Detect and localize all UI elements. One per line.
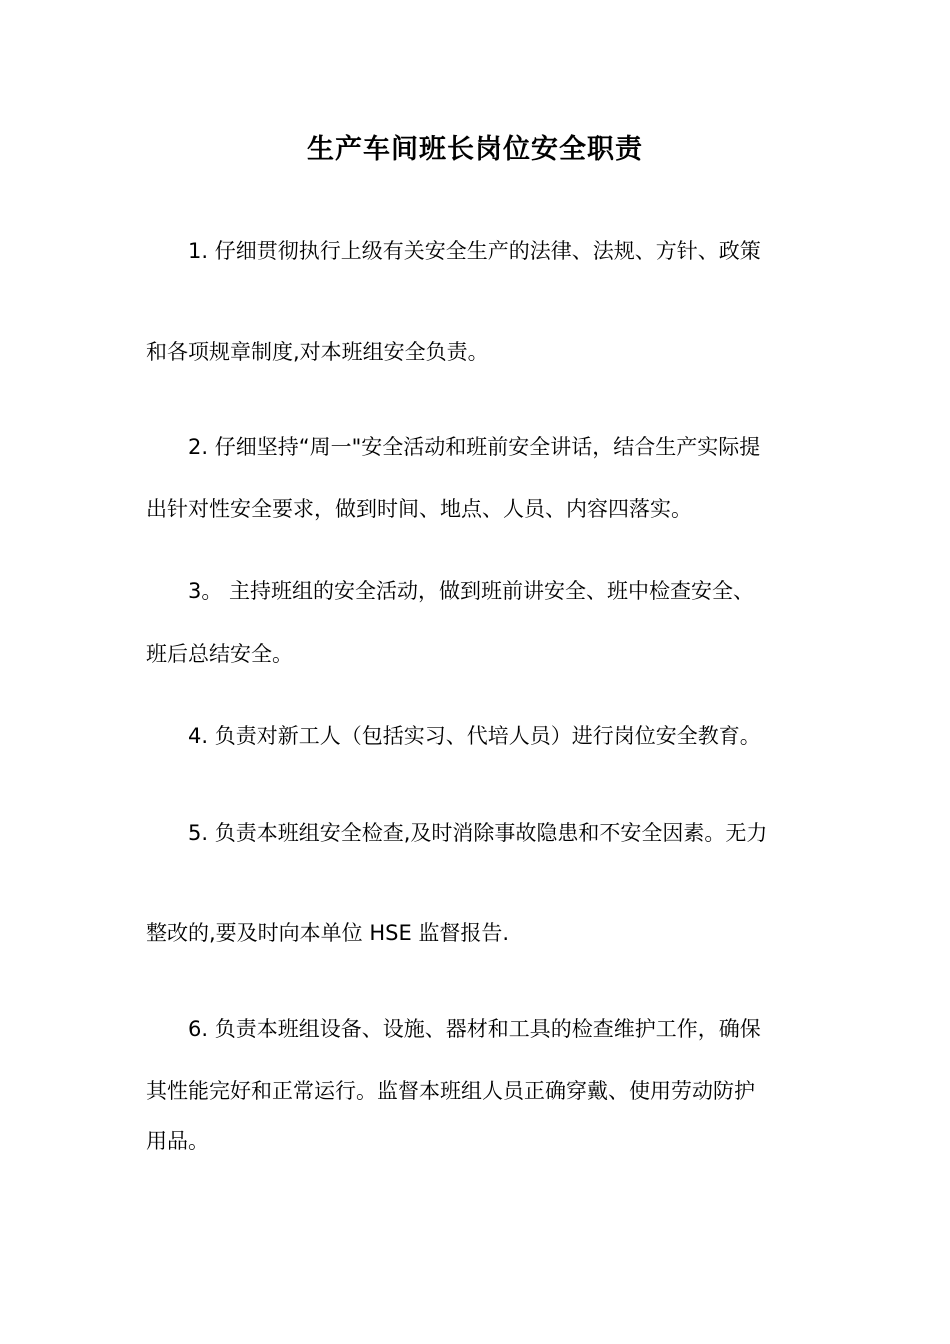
paragraph-6-line-3: 用品。: [146, 1129, 209, 1153]
paragraph-6-line-2: 其性能完好和正常运行。监督本班组人员正确穿戴、使用劳动防护: [146, 1079, 755, 1103]
paragraph-3-line-1: 3。 主持班组的安全活动，做到班前讲安全、班中检查安全、: [188, 579, 755, 603]
paragraph-1-line-1: 1. 仔细贯彻执行上级有关安全生产的法律、法规、方针、政策: [188, 239, 761, 263]
paragraph-6-line-1: 6. 负责本班组设备、设施、器材和工具的检查维护工作，确保: [188, 1017, 761, 1041]
paragraph-2-line-1: 2. 仔细坚持“周一"安全活动和班前安全讲话，结合生产实际提: [188, 435, 761, 459]
paragraph-5-line-1: 5. 负责本班组安全检查,及时消除事故隐患和不安全因素。无力: [188, 821, 768, 845]
paragraph-5-line-2: 整改的,要及时向本单位 HSE 监督报告.: [146, 921, 510, 945]
document-title: 生产车间班长岗位安全职责: [307, 134, 643, 165]
paragraph-2-line-2: 出针对性安全要求，做到时间、地点、人员、内容四落实。: [146, 497, 692, 521]
paragraph-4-line-1: 4. 负责对新工人（包括实习、代培人员）进行岗位安全教育。: [188, 724, 761, 748]
paragraph-1-line-2: 和各项规章制度,对本班组安全负责。: [146, 340, 489, 364]
paragraph-3-line-2: 班后总结安全。: [146, 642, 293, 666]
